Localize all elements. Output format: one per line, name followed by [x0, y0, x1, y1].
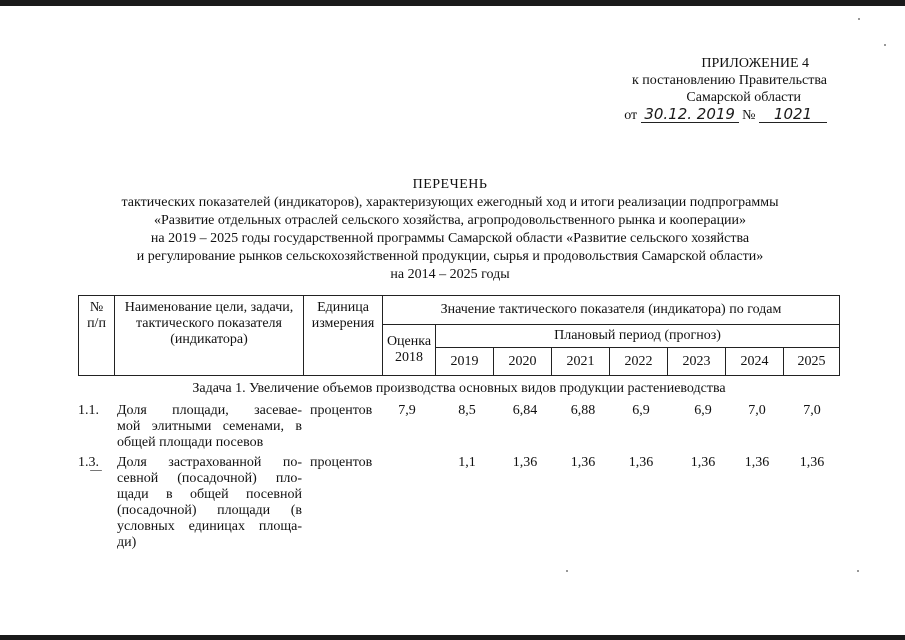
heading-line: тактических показателей (индикаторов), характеризующих ежегодный ход и итоги реализации подпрограммы: [121, 195, 779, 210]
row-value: 6,84: [512, 403, 538, 418]
number-label: №: [742, 108, 756, 123]
handwritten-date: 30.12. 2019: [641, 106, 739, 123]
row-value: 1,36: [570, 455, 596, 470]
heading-line: «Развитие отдельных отраслей сельского хозяйства, агропродовольственного рынка и кооперации»: [153, 213, 747, 228]
row-value: 7,0: [748, 403, 766, 418]
heading-title: ПЕРЕЧЕНЬ: [412, 177, 488, 192]
row-value: 7,9: [398, 403, 416, 418]
row-number: 1.1.: [78, 403, 99, 418]
header-year: 2019: [435, 347, 494, 376]
scan-speck: [884, 44, 886, 46]
scan-speck: [857, 570, 859, 572]
appendix-line-1: к постановлению Правительства: [631, 73, 827, 88]
heading-line: на 2019 – 2025 годы государственной программы Самарской области «Развитие сельского хозяйства: [150, 231, 750, 246]
row-value: 1,36: [512, 455, 538, 470]
row-value: 1,36: [628, 455, 654, 470]
row-unit: процентов: [310, 403, 373, 418]
header-year: 2021: [551, 347, 610, 376]
document-heading: [40, 176, 860, 284]
handwritten-number: 1021: [759, 106, 827, 123]
header-year: 2022: [609, 347, 668, 376]
row-value: 7,0: [803, 403, 821, 418]
indicator-table-header: [78, 295, 840, 376]
header-unit: Единица измерения: [303, 295, 383, 376]
header-planned-period: Плановый период (прогноз): [435, 324, 840, 348]
header-estimate: Оценка 2018: [382, 324, 436, 376]
row-description: Доля площади, засевае- мой элитными семенами, в общей площади посевов: [117, 403, 302, 450]
row-value: 6,88: [570, 403, 596, 418]
task-title: Задача 1. Увеличение объемов производства основных видов продукции растениеводства: [192, 381, 726, 396]
heading-line: на 2014 – 2025 годы: [390, 267, 510, 282]
appendix-date-line: [567, 106, 827, 124]
appendix-title: ПРИЛОЖЕНИЕ 4: [701, 56, 809, 71]
row-unit: процентов: [310, 455, 373, 470]
header-year: 2023: [667, 347, 726, 376]
scan-speck: [858, 18, 860, 20]
row-value: 1,36: [799, 455, 825, 470]
row-number: 1.3.: [78, 455, 99, 470]
row-value: 1,1: [458, 455, 476, 470]
header-values-group: Значение тактического показателя (индикатора) по годам: [382, 295, 840, 325]
appendix-block: [567, 55, 827, 124]
heading-line: и регулирование рынков сельскохозяйственной продукции, сырья и продовольствия Самарской области»: [136, 249, 764, 264]
page-top-edge: [0, 0, 905, 6]
from-label: от: [624, 108, 638, 123]
page-bottom-edge: [0, 635, 905, 640]
row-description: Доля застрахованной по- севной (посадочной) пло- щади в общей посевной (посадочной) площади (в условных единицах площа- ди): [117, 455, 302, 550]
header-year: 2025: [783, 347, 840, 376]
header-num: № п/п: [78, 295, 115, 376]
scan-speck: [90, 470, 102, 471]
appendix-line-2: Самарской области: [686, 90, 801, 105]
row-value: 8,5: [458, 403, 476, 418]
row-value: 1,36: [690, 455, 716, 470]
row-value: 6,9: [694, 403, 712, 418]
header-year: 2024: [725, 347, 784, 376]
row-value: 1,36: [744, 455, 770, 470]
row-value: 6,9: [632, 403, 650, 418]
header-name: Наименование цели, задачи, тактического показателя (индикатора): [114, 295, 304, 376]
scan-speck: [566, 570, 568, 572]
header-year: 2020: [493, 347, 552, 376]
